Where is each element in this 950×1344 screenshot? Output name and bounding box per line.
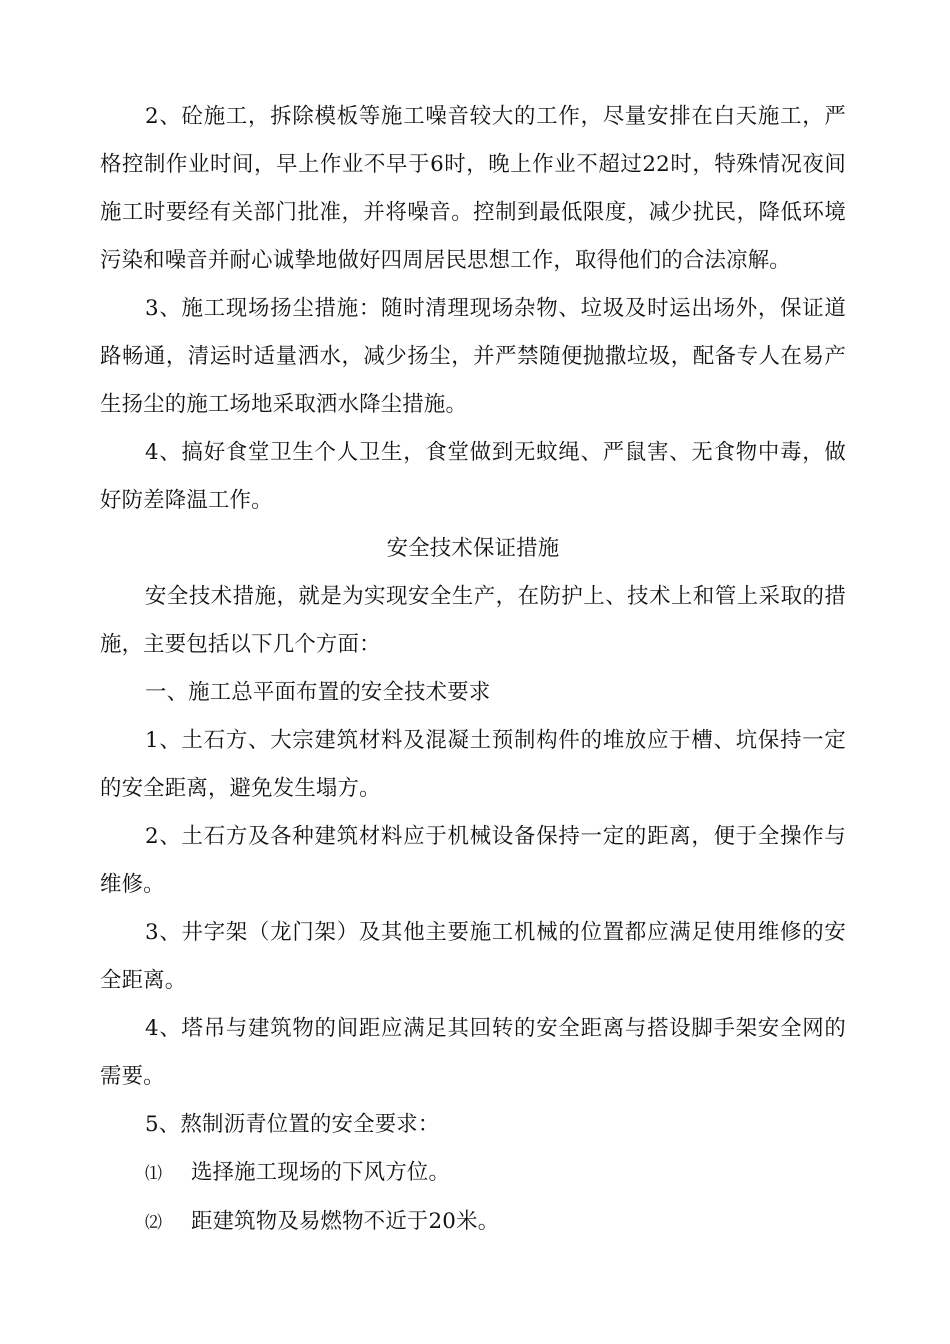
- section-intro: 安全技术措施，就是为实现安全生产，在防护上、技术上和管上采取的措施，主要包括以下几个方面：: [100, 584, 846, 657]
- paragraph-canteen-hygiene: 4、搞好食堂卫生个人卫生，食堂做到无蚊绳、严鼠害、无食物中毒，做好防差降温工作。: [100, 440, 846, 513]
- sub-item-marker: ⑴: [145, 1164, 163, 1184]
- list-item-3: 3、井字架（龙门架）及其他主要施工机械的位置都应满足使用维修的安全距离。: [100, 920, 846, 993]
- list-item-4: 4、塔吊与建筑物的间距应满足其回转的安全距离与搭设脚手架安全网的需要。: [100, 1016, 846, 1089]
- subheading-site-layout: 一、施工总平面布置的安全技术要求: [145, 680, 491, 705]
- sub-item-1: [100, 1149, 846, 1198]
- paragraph-noise-control: 2、砼施工，拆除模板等施工噪音较大的工作，尽量安排在白天施工，严格控制作业时间，早上作业不早于6时，晚上作业不超过22时，特殊情况夜间施工时要经有关部门批准，并将噪音。控制到最低限度，减少扰民，降低环境污染和噪音并耐心诚挚地做好四周居民思想工作，取得他们的合法凉解。: [100, 104, 846, 273]
- list-item-2: 2、土石方及各种建筑材料应于机械设备保持一定的距离，便于全操作与维修。: [100, 824, 846, 897]
- list-item-5: 5、熬制沥青位置的安全要求：: [145, 1112, 440, 1137]
- document-body: [100, 93, 846, 1247]
- list-item-1: 1、土石方、大宗建筑材料及混凝土预制构件的堆放应于槽、坑保持一定的安全距离，避免发生塌方。: [100, 728, 846, 801]
- sub-item-marker: ⑵: [145, 1213, 163, 1233]
- paragraph-dust-control: 3、施工现场扬尘措施：随时清理现场杂物、垃圾及时运出场外，保证道路畅通，清运时适量洒水，减少扬尘，并严禁随便抛撒垃圾，配备专人在易产生扬尘的施工场地采取洒水降尘措施。: [100, 296, 846, 417]
- sub-item-2: [100, 1198, 846, 1247]
- sub-item-text: 选择施工现场的下风方位。: [191, 1160, 451, 1185]
- sub-item-text: 距建筑物及易燃物不近于20米。: [191, 1209, 500, 1234]
- section-title: 安全技术保证措施: [386, 536, 560, 561]
